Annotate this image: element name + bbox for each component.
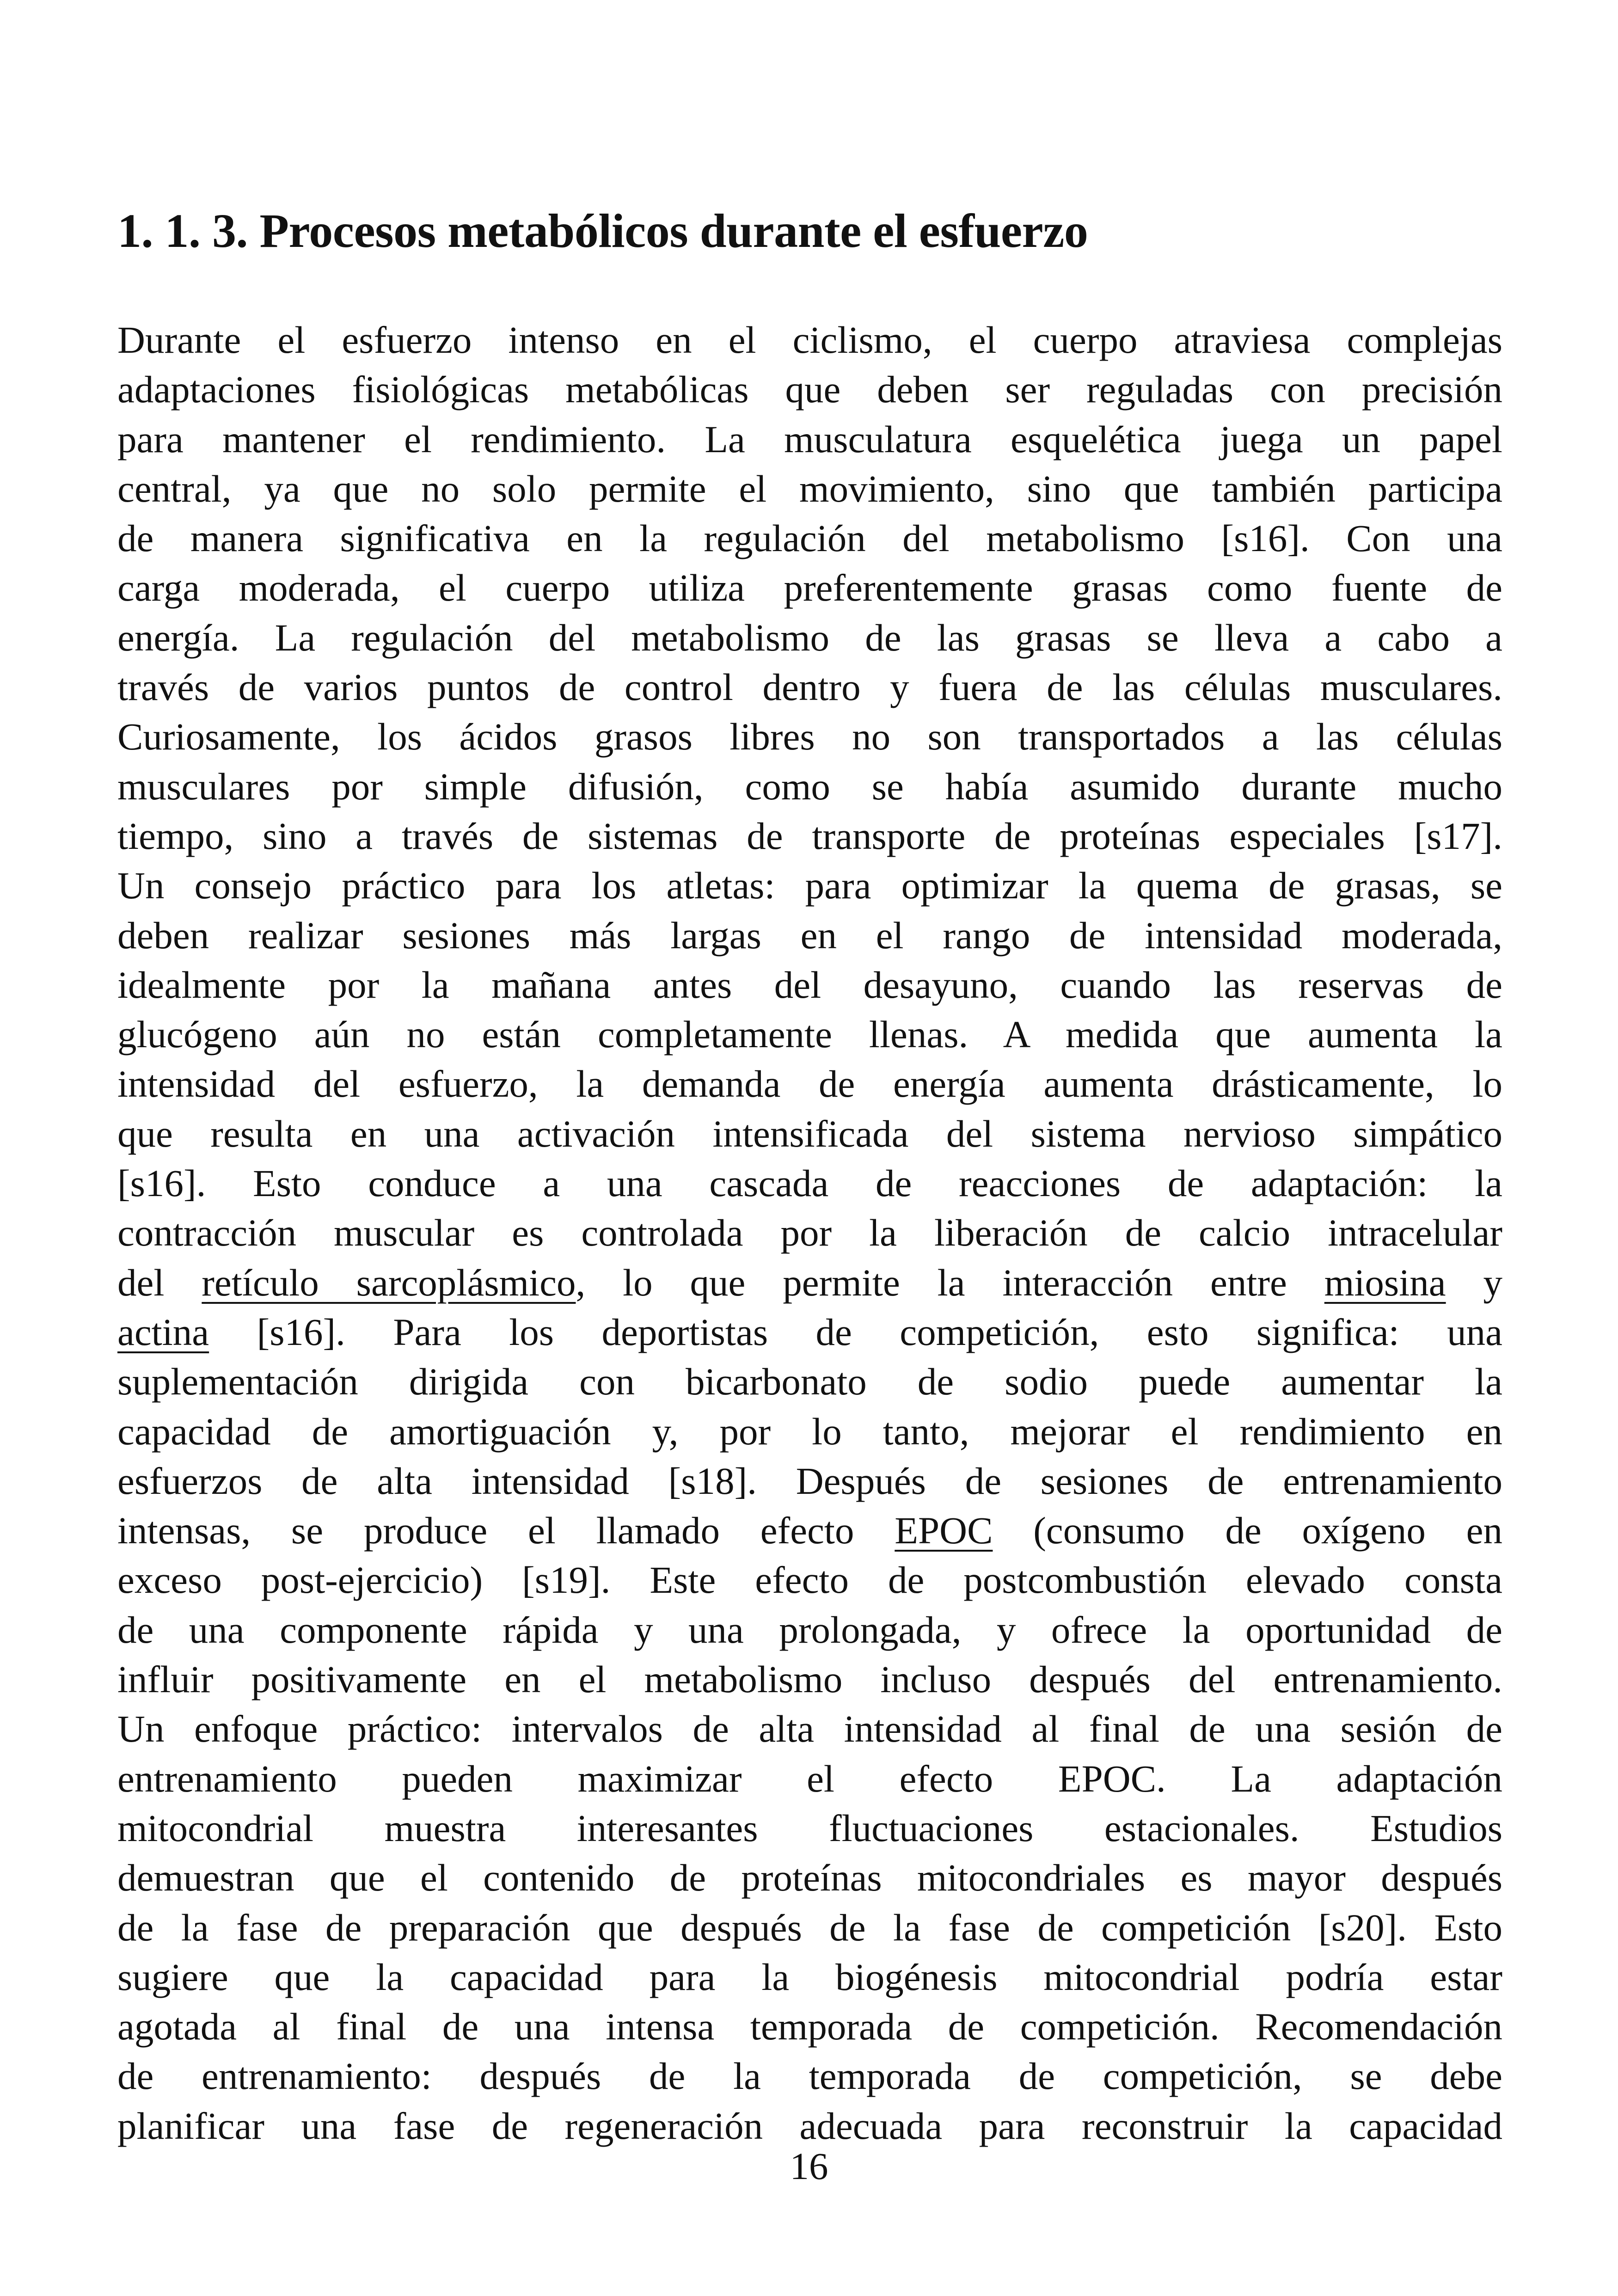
text-segment: de una componente rápida y una prolongada, y ofrece la oportunidad de [117, 1608, 1502, 1651]
text-line [117, 762, 1502, 811]
text-segment: Un enfoque práctico: intervalos de alta intensidad al final de una sesión de [117, 1707, 1502, 1750]
text-segment: través de varios puntos de control dentro y fuera de las células musculares. [117, 666, 1502, 709]
text-line [117, 712, 1502, 761]
text-line [117, 1853, 1502, 1903]
text-segment: planificar una fase de regeneración adecuada para reconstruir la capacidad [117, 2104, 1502, 2147]
text-segment: esfuerzos de alta intensidad [s18]. Después de sesiones de entrenamiento [117, 1459, 1502, 1502]
text-line [117, 365, 1502, 414]
text-segment: Durante el esfuerzo intenso en el ciclismo, el cuerpo atraviesa complejas [117, 319, 1502, 361]
text-segment: musculares por simple difusión, como se había asumido durante mucho [117, 765, 1502, 808]
text-line [117, 1109, 1502, 1159]
section-heading: 1. 1. 3. Procesos metabólicos durante el esfuerzo [117, 204, 1088, 258]
text-line [117, 861, 1502, 910]
term-link[interactable]: actina [117, 1310, 209, 1353]
text-segment: demuestran que el contenido de proteínas mitocondriales es mayor después [117, 1856, 1502, 1899]
text-segment: suplementación dirigida con bicarbonato de sodio puede aumentar la [117, 1360, 1502, 1403]
text-line [117, 1357, 1502, 1406]
text-segment: idealmente por la mañana antes del desayuno, cuando las reservas de [117, 963, 1502, 1006]
text-line [117, 1655, 1502, 1704]
text-line [117, 563, 1502, 613]
text-segment: [s16]. Para los deportistas de competición, esto significa: una [209, 1310, 1502, 1353]
text-segment: mitocondrial muestra interesantes fluctuaciones estacionales. Estudios [117, 1806, 1502, 1849]
text-line [117, 464, 1502, 514]
text-segment: [s16]. Esto conduce a una cascada de reacciones de adaptación: la [117, 1162, 1502, 1205]
text-line [117, 1407, 1502, 1456]
term-link[interactable]: EPOC [895, 1509, 993, 1552]
text-segment: adaptaciones fisiológicas metabólicas que deben ser reguladas con precisión [117, 368, 1502, 411]
text-line [117, 415, 1502, 464]
text-line [117, 1506, 1502, 1555]
text-segment: Un consejo práctico para los atletas: para optimizar la quema de grasas, se [117, 864, 1502, 907]
term-link[interactable]: miosina [1324, 1261, 1446, 1304]
text-segment: intensidad del esfuerzo, la demanda de energía aumenta drásticamente, lo [117, 1062, 1502, 1105]
text-line [117, 1059, 1502, 1109]
text-segment: energía. La regulación del metabolismo de las grasas se lleva a cabo a [117, 616, 1502, 659]
text-segment: sugiere que la capacidad para la biogénesis mitocondrial podría estar [117, 1955, 1502, 1998]
text-segment: carga moderada, el cuerpo utiliza preferentemente grasas como fuente de [117, 566, 1502, 609]
text-segment: deben realizar sesiones más largas en el rango de intensidad moderada, [117, 914, 1502, 957]
text-segment: exceso post-ejercicio) [s19]. Este efecto de postcombustión elevado consta [117, 1559, 1502, 1602]
text-line [117, 1754, 1502, 1804]
text-segment: capacidad de amortiguación y, por lo tanto, mejorar el rendimiento en [117, 1410, 1502, 1453]
text-line [117, 514, 1502, 563]
text-line [117, 960, 1502, 1010]
text-line [117, 1704, 1502, 1754]
text-segment: (consumo de oxígeno en [993, 1509, 1502, 1552]
page-number: 16 [790, 2145, 828, 2187]
text-segment: contracción muscular es controlada por la liberación de calcio intracelular [117, 1211, 1502, 1254]
text-line [117, 1804, 1502, 1853]
text-segment: y [1446, 1261, 1503, 1304]
text-segment: agotada al final de una intensa temporada de competición. Recomendación [117, 2005, 1502, 2048]
text-segment: de manera significativa en la regulación del metabolismo [s16]. Con una [117, 517, 1502, 560]
text-line [117, 2051, 1502, 2101]
text-line [117, 1159, 1502, 1208]
body-paragraph [117, 315, 1502, 2151]
text-segment: para mantener el rendimiento. La musculatura esquelética juega un papel [117, 417, 1502, 460]
text-line [117, 1952, 1502, 2002]
text-line [117, 1208, 1502, 1258]
term-link[interactable]: retículo sarcoplásmico [202, 1261, 576, 1304]
text-line [117, 1258, 1502, 1308]
text-segment: del [117, 1261, 202, 1304]
text-segment: tiempo, sino a través de sistemas de transporte de proteínas especiales [s17]. [117, 814, 1502, 857]
text-segment: entrenamiento pueden maximizar el efecto EPOC. La adaptación [117, 1757, 1502, 1800]
text-line [117, 1555, 1502, 1605]
text-line [117, 1456, 1502, 1506]
text-line [117, 613, 1502, 663]
text-segment: , lo que permite la interacción entre [576, 1261, 1324, 1304]
text-segment: Curiosamente, los ácidos grasos libres no son transportados a las células [117, 715, 1502, 758]
text-segment: influir positivamente en el metabolismo incluso después del entrenamiento. [117, 1658, 1502, 1701]
text-segment: de entrenamiento: después de la temporada de competición, se debe [117, 2055, 1502, 2098]
text-segment: central, ya que no solo permite el movimiento, sino que también participa [117, 467, 1502, 510]
text-segment: glucógeno aún no están completamente llenas. A medida que aumenta la [117, 1013, 1502, 1056]
text-segment: de la fase de preparación que después de la fase de competición [s20]. Esto [117, 1906, 1502, 1949]
text-line [117, 315, 1502, 365]
text-line [117, 911, 1502, 960]
text-segment: que resulta en una activación intensificada del sistema nervioso simpático [117, 1112, 1502, 1155]
text-line [117, 1308, 1502, 1357]
text-segment: intensas, se produce el llamado efecto [117, 1509, 895, 1552]
text-line [117, 663, 1502, 712]
text-line [117, 1010, 1502, 1059]
text-line [117, 2002, 1502, 2051]
text-line [117, 1605, 1502, 1655]
text-line [117, 811, 1502, 861]
text-line [117, 1903, 1502, 1952]
